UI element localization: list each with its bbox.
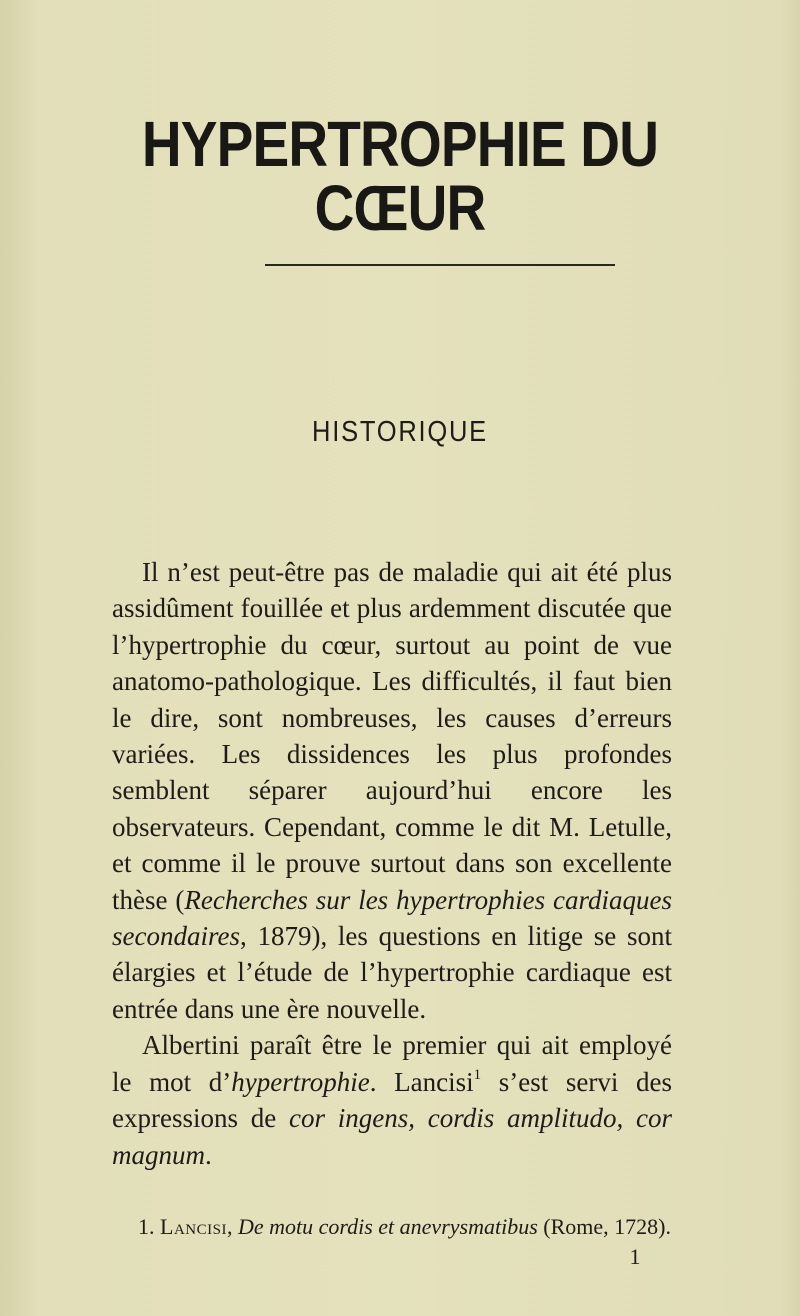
paragraph-1 <box>112 554 672 1027</box>
paragraph-2-text-b: . Lancisi <box>369 1066 474 1097</box>
section-heading: HISTORIQUE <box>312 416 488 448</box>
title-divider <box>265 264 615 266</box>
footnote-work-title: De motu cordis et anevrysmatibus <box>237 1214 538 1239</box>
footnote-number: 1. <box>138 1214 155 1239</box>
term-hypertrophie: hypertrophie <box>231 1066 370 1097</box>
page-title: HYPERTROPHIE DU CŒUR <box>141 108 659 244</box>
reference-title: Recherches sur les hypertrophies cardiaques secondaires <box>112 884 673 952</box>
footnote-separator: , <box>226 1214 238 1239</box>
footnote-marker: 1 <box>473 1066 482 1083</box>
page-number: 1 <box>629 1244 641 1269</box>
paragraph-2 <box>112 1027 672 1173</box>
paragraph-1-text-a: Il n’est peut-être pas de maladie qui ait été plus assidûment fouillée et plus ardemment discutée que l’hypertrophie du cœur, surtout au point de vue anatomo-pathologique. Les difficultés, il faut bien le dire, sont nombreuses, les causes d’erreurs variées. Les dissidences les plus profondes semblent séparer aujourd’hui encore les observateurs. Cependant, comme le dit M. Letulle, et comme il le prouve surtout dans son excellente thèse ( <box>112 557 672 915</box>
footnote-details: (Rome, 1728). <box>537 1214 671 1239</box>
paragraph-2-end: . <box>205 1139 212 1170</box>
paragraph-2-text-c: s’est servi des expressions de <box>112 1066 672 1134</box>
latin-expressions: cor ingens, cordis amplitudo, cor magnum <box>112 1103 672 1170</box>
paragraph-1-text-b: , 1879), les questions en litige se sont élargies et l’étude de l’hypertrophie cardiaque est entrée dans une ère nouvelle. <box>112 921 672 1024</box>
footnote-author: Lancisi <box>160 1214 227 1239</box>
footnote <box>138 1213 678 1241</box>
paragraph-2-text-a: Albertini paraît être le premier qui ait employé le mot d’ <box>112 1030 672 1097</box>
body-text <box>112 554 672 1173</box>
